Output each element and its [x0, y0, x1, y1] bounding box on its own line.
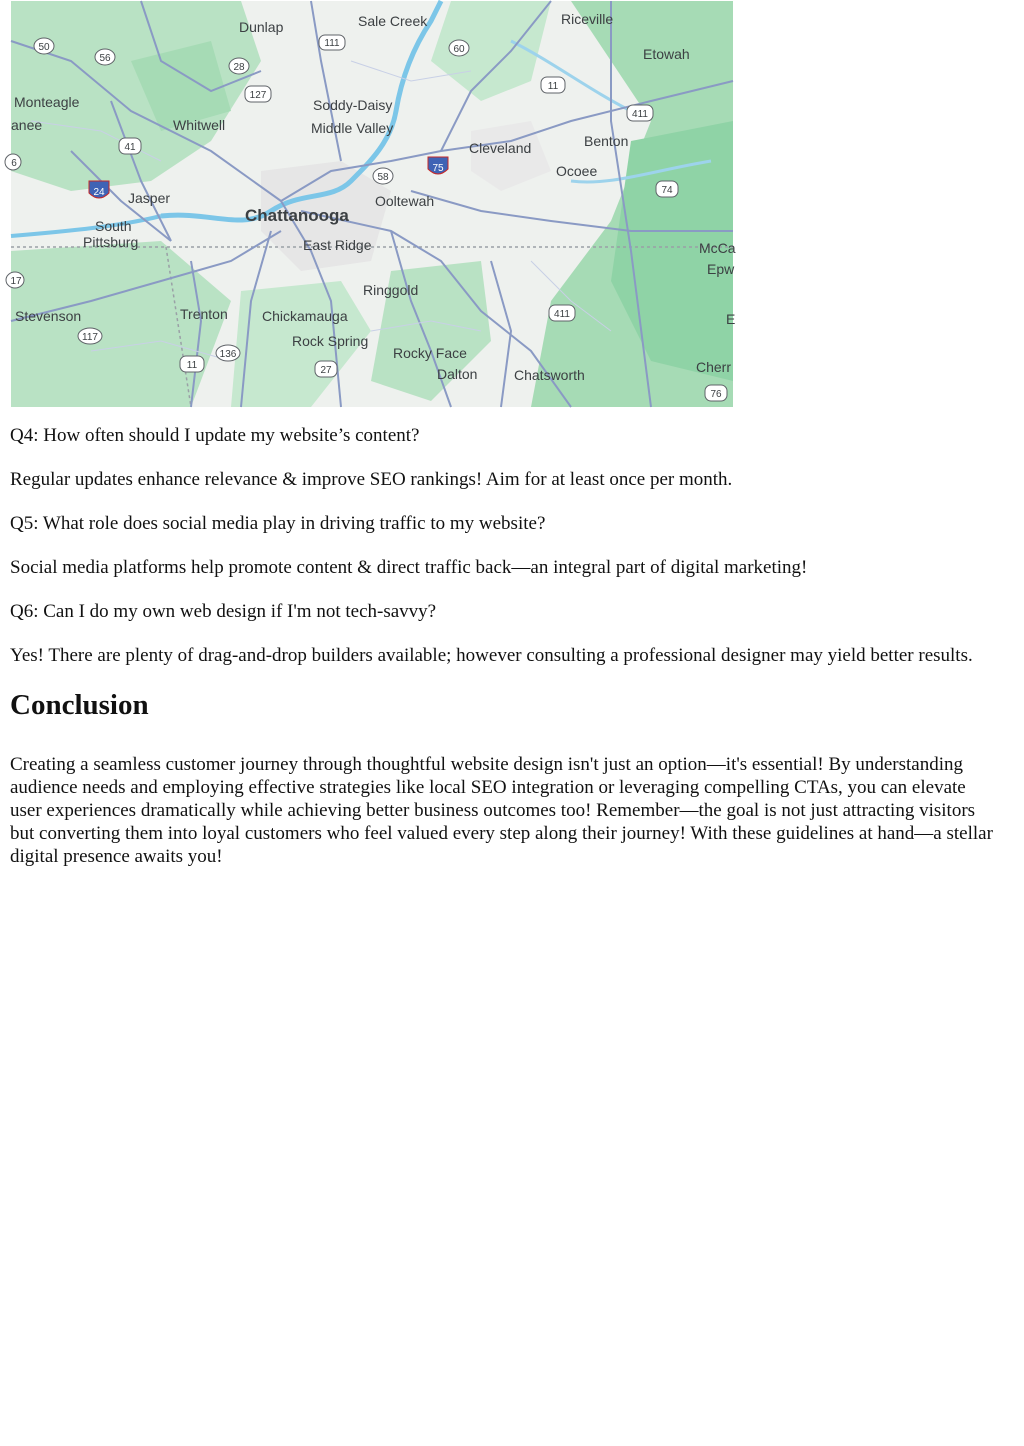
map-label: Jasper [128, 190, 171, 206]
map-label: E [726, 311, 736, 327]
svg-text:28: 28 [233, 62, 245, 73]
faq-question: Q4: How often should I update my website’s content? [10, 425, 420, 446]
map-label: Benton [584, 133, 629, 149]
faq-answer: Regular updates enhance relevance & improve SEO rankings! Aim for at least once per month. [10, 469, 733, 490]
map-label: Dunlap [239, 19, 284, 35]
map-label: Stevenson [15, 308, 82, 324]
svg-text:58: 58 [377, 172, 389, 183]
map-label: Chatsworth [514, 367, 585, 383]
map-label: McCa [699, 240, 736, 256]
route-shield-58 [373, 168, 393, 184]
route-shield-76 [705, 385, 727, 401]
svg-text:11: 11 [547, 81, 559, 92]
map-label: Riceville [561, 11, 614, 27]
svg-text:11: 11 [186, 360, 198, 371]
route-shield-50 [34, 38, 54, 54]
route-shield-11 [541, 77, 565, 93]
route-shield-56 [95, 49, 115, 65]
map-label: Whitwell [173, 117, 226, 133]
svg-text:24: 24 [93, 187, 105, 198]
map-label: anee [11, 117, 43, 133]
map-graphic [10, 1, 736, 407]
map-label: Dalton [437, 366, 478, 382]
map-label: Ringgold [363, 282, 419, 298]
map-label: South [95, 218, 132, 234]
map-label-city: Chattanooga [245, 206, 349, 225]
svg-text:17: 17 [10, 276, 22, 287]
svg-text:411: 411 [554, 309, 570, 320]
svg-text:75: 75 [432, 163, 444, 174]
svg-text:411: 411 [632, 109, 648, 120]
interstate-shield-75 [428, 157, 448, 174]
svg-text:41: 41 [124, 142, 136, 153]
route-shield-41 [119, 138, 141, 154]
conclusion-heading: Conclusion [10, 689, 149, 721]
route-shield-60 [449, 40, 469, 56]
map-label: Cherr [696, 359, 732, 375]
svg-text:60: 60 [453, 44, 465, 55]
svg-text:76: 76 [710, 389, 722, 400]
svg-text:27: 27 [320, 365, 332, 376]
map-label: Chickamauga [262, 308, 348, 324]
route-shield-411-south [549, 305, 575, 321]
route-shield-28 [229, 58, 249, 74]
map-label: Rock Spring [292, 333, 369, 349]
map-label: East Ridge [303, 237, 372, 253]
map-label: Soddy-Daisy [313, 97, 393, 113]
route-shield-74 [656, 181, 678, 197]
interstate-shield-24 [89, 181, 109, 198]
map-label: Middle Valley [311, 120, 394, 136]
svg-text:111: 111 [324, 38, 340, 49]
map-label: Monteagle [14, 94, 80, 110]
map-label: Sale Creek [358, 13, 428, 29]
map-label: Rocky Face [393, 345, 467, 361]
faq-question: Q6: Can I do my own web design if I'm not tech-savvy? [10, 601, 437, 622]
map-label: Etowah [643, 46, 690, 62]
faq-answer: Social media platforms help promote content & direct traffic back—an integral part of digital marketing! [10, 557, 808, 578]
svg-text:74: 74 [661, 185, 673, 196]
svg-text:127: 127 [249, 90, 267, 101]
route-shield-27 [315, 361, 337, 377]
route-shield-17 [6, 272, 24, 288]
svg-text:117: 117 [82, 332, 98, 343]
route-shield-136 [216, 345, 240, 361]
map-label: Epw [707, 261, 735, 277]
route-shield-411 [627, 105, 653, 121]
route-shield-127 [245, 86, 271, 102]
map-label: Trenton [180, 306, 228, 322]
map-label: Ooltewah [375, 193, 435, 209]
route-shield-6 [5, 154, 21, 170]
map-label: Cleveland [469, 140, 532, 156]
map-label: Ocoee [556, 163, 598, 179]
route-shield-117 [78, 328, 102, 344]
map-label: Pittsburg [83, 234, 139, 250]
route-shield-111 [319, 35, 345, 50]
article-content [10, 424, 1000, 889]
map-image[interactable] [10, 1, 736, 407]
svg-text:6: 6 [11, 158, 17, 169]
svg-text:56: 56 [99, 53, 111, 64]
conclusion-body: Creating a seamless customer journey through thoughtful website design isn't just an option—it's essential! By understanding audience needs and employing effective strategies like local SEO integration or leveraging compelling CTAs, you can elevate user experiences dramatically while achieving better business outcomes too! Remember—the goal is not just attracting visitors but converting them into loyal customers who feel valued every step along their journey! With these guidelines at hand—a stellar digital presence awaits you! [10, 754, 993, 867]
route-shield-11-south [180, 356, 204, 372]
svg-text:50: 50 [38, 42, 50, 53]
svg-text:136: 136 [219, 349, 237, 360]
faq-question: Q5: What role does social media play in driving traffic to my website? [10, 513, 546, 534]
faq-answer: Yes! There are plenty of drag-and-drop builders available; however consulting a professional designer may yield better results. [10, 645, 973, 666]
